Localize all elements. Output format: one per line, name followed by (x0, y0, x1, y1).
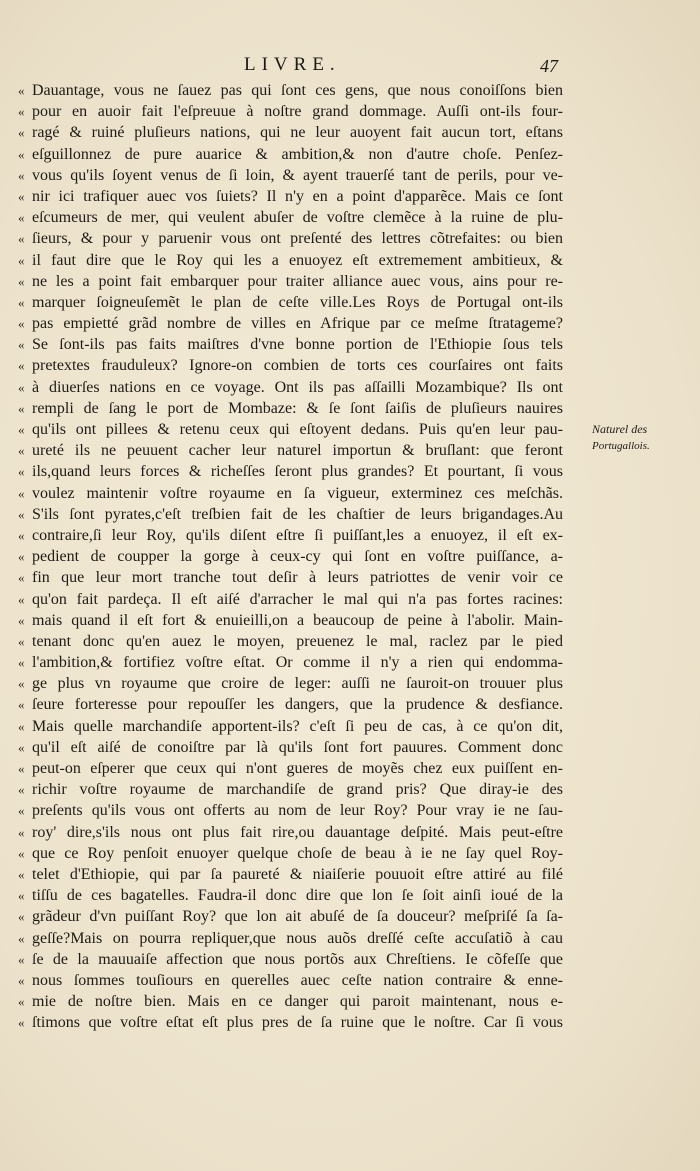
text-line-content: richir voſtre royaume de marchandiſe de grand pris? Que diray-ie des (32, 781, 563, 799)
text-line-content: ils,quand leurs forces & richeſſes ſeront plus grandes? Et pourtant, ſi vous (32, 463, 563, 481)
text-line-content: pedient de coupper la gorge à ceux-cy qui ſont en voſtre puiſſance, a- (32, 548, 563, 566)
text-line (18, 440, 563, 461)
quotation-mark: « (18, 210, 25, 226)
text-line-content: qu'il eſt aiſé de conoiſtre par là qu'ils ſont fort pauures. Comment donc (32, 738, 563, 756)
text-line-content: tenant donc qu'en auez le moyen, preuenez le mal, raclez par le pied (32, 632, 563, 650)
quotation-mark: « (18, 888, 25, 904)
text-line (18, 885, 563, 906)
quotation-mark: « (18, 294, 25, 310)
text-line-content: nir ici trafiquer auec vos ſuiets? Il n'y en a point d'apparẽce. Mais ce ſont (32, 187, 563, 205)
text-line-content: que ce Roy penſoit enuoyer quelque choſe de beau à ie ne ſay quel Roy- (32, 844, 563, 862)
text-line-content: Se ſont-ils pas faits maiſtres d'vne bonne portion de l'Ethiopie ſous tels (32, 336, 563, 354)
text-line-content: telet d'Ethiopie, qui par ſa paureté & niaiſerie pouuoit eſtre attiré au filé (32, 865, 563, 883)
text-line (18, 822, 563, 843)
text-line (18, 949, 563, 970)
text-line-content: contraire,ſi leur Roy, qu'ils diſent eſtre ſi puiſſant,les a enuoyez, il eſt ex- (32, 526, 563, 544)
text-line-content: tiſſu de ces bagatelles. Faudra-il donc dire que lon ſe ſoit ainſi ioué de la (32, 887, 563, 905)
text-line-content: l'ambition,& fortifiez voſtre eſtat. Or comme il n'y a rien qui endomma- (32, 654, 563, 672)
quotation-mark: « (18, 316, 25, 332)
text-line (18, 483, 563, 504)
text-line-content: roy' dire,s'ils nous ont plus fait rire,ou dauantage deſpité. Mais peut-eſtre (32, 823, 563, 841)
text-line-content: mie de noſtre bien. Mais en ce danger qui paroit maintenant, nous e- (32, 993, 563, 1011)
margin-note-line: Naturel des (592, 422, 648, 436)
text-line (18, 165, 563, 186)
text-line-content: ureté ils ne peuuent cacher leur naturel importun & bruſlant: que feront (32, 442, 563, 460)
text-line-content: peut-on eſperer que ceux qui n'ont gueres de moyẽs chez eux puiſſent en- (32, 760, 563, 777)
quotation-mark: « (18, 485, 25, 501)
text-line-content: rempli de ſang le port de Mombaze: & ſe ſont ſaiſis de pluſieurs nauires (32, 399, 563, 417)
text-line-content: grãdeur d'vn puiſſant Roy? que lon ait abuſé de ſa douceur? meſpriſé ſa ſa- (32, 908, 563, 926)
text-line (18, 504, 563, 525)
quotation-mark: « (18, 549, 25, 565)
text-line (18, 589, 563, 610)
quotation-mark: « (18, 676, 25, 692)
quotation-mark: « (18, 464, 25, 480)
quotation-mark: « (18, 83, 25, 98)
text-line (18, 271, 563, 292)
quotation-mark: « (18, 845, 25, 861)
quotation-mark: « (18, 506, 25, 522)
text-line-content: voulez maintenir voſtre royaume en ſa vigueur, exterminez ces meſchãs. (32, 484, 563, 502)
quotation-mark: « (18, 443, 25, 459)
quotation-mark: « (18, 824, 25, 840)
quotation-mark: « (18, 803, 25, 819)
text-line (18, 906, 563, 927)
text-line-content: qu'ils ont pillees & retenu ceux qui eſtoyent dedans. Puis qu'en leur pau- (32, 421, 563, 438)
text-line (18, 970, 563, 991)
quotation-mark: « (18, 930, 25, 946)
text-line (18, 80, 563, 101)
text-line-content: à diuerſes nations en ce voyage. Ont ils pas aſſailli Mozambique? Ils ont (32, 378, 563, 396)
text-line (18, 122, 563, 143)
quotation-mark: « (18, 612, 25, 628)
text-line-content: il faut dire que le Roy qui les a enuoyez eſt extremement ambitieux, & (32, 251, 563, 269)
quotation-mark: « (18, 570, 25, 586)
text-line-content: ne les a point fait embarquer pour traiter alliance auec vous, ains pour re- (32, 272, 563, 290)
text-line (18, 631, 563, 652)
quotation-mark: « (18, 866, 25, 882)
quotation-mark: « (18, 527, 25, 543)
text-line (18, 546, 563, 567)
text-line (18, 355, 563, 376)
text-line (18, 716, 563, 737)
text-line (18, 377, 563, 398)
text-line-content: ſtimons que voſtre eſtat eſt plus pres de ſa ruine que le noſtre. Car ſi vous (32, 1014, 563, 1032)
text-line (18, 186, 563, 207)
text-line-content: pas empietté grãd nombre de villes en Afrique par ce meſme ſtratageme? (32, 315, 563, 333)
text-line (18, 461, 563, 482)
body-text (18, 80, 563, 1033)
quotation-mark: « (18, 591, 25, 607)
quotation-mark: « (18, 104, 25, 120)
quotation-mark: « (18, 167, 25, 183)
text-line (18, 610, 563, 631)
text-line (18, 313, 563, 334)
quotation-mark: « (18, 252, 25, 268)
text-line-content: geſſe?Mais on pourra repliquer,que nous auõs dreſſé ceſte accuſatiõ à cau (32, 929, 563, 947)
text-line (18, 800, 563, 821)
text-line (18, 737, 563, 758)
margin-note (592, 421, 692, 455)
quotation-mark: « (18, 972, 25, 988)
text-line-content: ragé & ruiné pluſieurs nations, qui ne leur auoyent fait aucun tort, eſtans (32, 124, 563, 142)
quotation-mark: « (18, 718, 25, 734)
quotation-mark: « (18, 422, 25, 437)
text-line (18, 334, 563, 355)
quotation-mark: « (18, 761, 25, 776)
quotation-mark: « (18, 400, 25, 416)
text-line (18, 673, 563, 694)
text-line-content: marquer ſoigneuſemẽt le plan de ceſte ville.Les Roys de Portugal ont-ils (32, 293, 563, 311)
text-line-content: fin que leur mort tranche tout deſir à leurs patriottes de venir voir ce (32, 569, 563, 587)
text-line (18, 525, 563, 546)
text-line-content: qu'on fait pardeça. Il eſt aiſé d'arracher le mal qui n'a pas fortes racines: (32, 590, 563, 608)
text-line (18, 694, 563, 715)
text-line (18, 991, 563, 1012)
quotation-mark: « (18, 379, 25, 395)
text-line (18, 567, 563, 588)
running-head: LIVRE. (244, 54, 341, 75)
text-line-content: preſents qu'ils vous ont offerts au nom de leur Roy? Pour vray ie ne ſau- (32, 802, 563, 820)
quotation-mark: « (18, 273, 25, 289)
quotation-mark: « (18, 188, 25, 204)
text-line-content: ſe de la mauuaiſe affection que nous portõs aux Chreſtiens. Ie cõfeſſe que (32, 950, 563, 968)
page-header (0, 54, 700, 78)
text-line (18, 843, 563, 864)
quotation-mark: « (18, 739, 25, 755)
text-line-content: ſieurs, & pour y paruenir vous ont preſenté des lettres cõtrefaites: ou bien (32, 230, 563, 248)
text-line (18, 928, 563, 949)
text-line-content: pour en auoir fait l'eſpreuue à noſtre grand dommage. Auſſi ont-ils four- (32, 103, 563, 121)
page-number: 47 (540, 56, 558, 76)
text-line (18, 292, 563, 313)
text-line (18, 779, 563, 800)
text-line-content: ge plus vn royaume que croire de leger: auſſi ne ſauroit-on trouuer plus (32, 675, 563, 693)
quotation-mark: « (18, 951, 25, 967)
quotation-mark: « (18, 655, 25, 671)
quotation-mark: « (18, 1015, 25, 1031)
quotation-mark: « (18, 358, 25, 374)
quotation-mark: « (18, 125, 25, 141)
quotation-mark: « (18, 697, 25, 713)
text-line-content: Dauantage, vous ne ſauez pas qui ſont ces gens, que nous conoiſſons bien (32, 82, 563, 99)
text-line (18, 250, 563, 271)
text-line (18, 207, 563, 228)
text-line-content: mais quand il eſt fort & enuieilli,on a beaucoup de peine à l'abolir. Main- (32, 611, 563, 629)
text-line (18, 144, 563, 165)
text-line-content: eſguillonnez de pure auarice & ambition,& non d'autre choſe. Penſez- (32, 145, 563, 163)
text-line (18, 864, 563, 885)
text-line (18, 1012, 563, 1033)
quotation-mark: « (18, 633, 25, 649)
text-line (18, 652, 563, 673)
text-line-content: Mais quelle marchandiſe apportent-ils? c'eſt ſi peu de cas, à ce qu'on dit, (32, 717, 563, 735)
text-line-content: vous qu'ils ſoyent venus de ſi loin, & ayent trauerſé tant de perils, pour ve- (32, 166, 563, 184)
text-line-content: ſeure forteresse pour repouſſer les dangers, que la prudence & desfiance. (32, 696, 563, 714)
text-line (18, 228, 563, 249)
quotation-mark: « (18, 231, 25, 247)
text-line (18, 419, 563, 440)
quotation-mark: « (18, 337, 25, 353)
text-line-content: pretextes frauduleux? Ignore-on combien de torts ces courſaires ont faits (32, 357, 563, 375)
text-line-content: nous ſommes touſiours en querelles auec ceſte nation contraire & enne- (32, 971, 563, 989)
quotation-mark: « (18, 782, 25, 798)
quotation-mark: « (18, 994, 25, 1010)
quotation-mark: « (18, 909, 25, 925)
text-line (18, 398, 563, 419)
text-line (18, 758, 563, 779)
margin-note-line: Portugallois. (592, 440, 650, 452)
quotation-mark: « (18, 146, 25, 162)
text-line-content: S'ils ſont pyrates,c'eſt treſbien fait de les chaſtier de leurs brigandages.Au (32, 505, 563, 523)
text-line (18, 101, 563, 122)
text-line-content: eſcumeurs de mer, qui veulent abuſer de voſtre clemẽce à la ruine de plu- (32, 209, 563, 227)
